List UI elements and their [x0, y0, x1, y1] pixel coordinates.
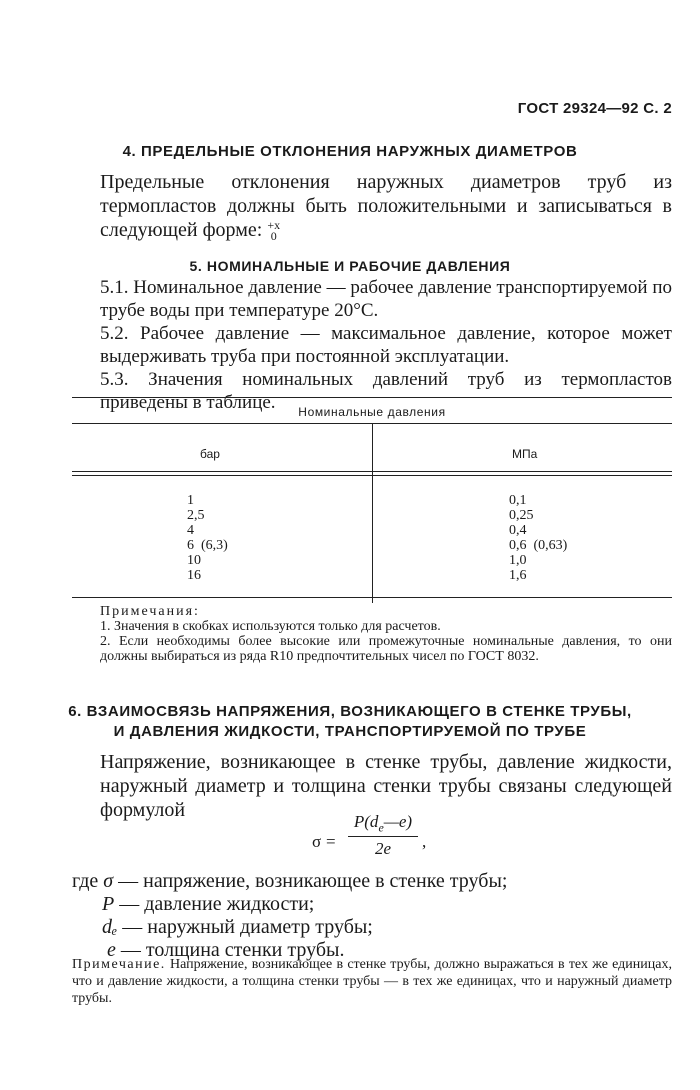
table-header-rule-1 [72, 471, 672, 472]
table-cell-mpa: 0,4 [509, 523, 527, 538]
section-6-note-title: Примечание. [72, 957, 166, 972]
pressure-table [72, 397, 672, 603]
table-cell-bar: 16 [187, 568, 201, 583]
notes-title: Примечания: [100, 604, 200, 619]
clause-5-1: 5.1. Номинальное давление — рабочее давление транспортируемой по трубе воды при температуре 20°С. [100, 277, 672, 321]
table-notes [100, 604, 672, 664]
definition-row [72, 870, 672, 893]
table-cell-mpa: 0,25 [509, 508, 534, 523]
definition-prefix [72, 893, 102, 915]
definition-row [72, 916, 672, 939]
definition-symbol: σ [103, 870, 114, 892]
table-column-bar [187, 493, 228, 583]
table-cell-bar: 6 (6,3) [187, 538, 228, 553]
definition-text: — давление жидкости; [114, 893, 315, 915]
table-header-mpa: МПа [512, 447, 538, 461]
table-cell-mpa: 0,6 (0,63) [509, 538, 568, 553]
table-top-rule [72, 397, 672, 398]
table-header-rule-2 [72, 475, 672, 476]
formula-equals: = [326, 832, 336, 851]
definition-symbol: dₑ [102, 916, 118, 938]
section-6-title-line-1: 6. ВЗАИМОСВЯЗЬ НАПРЯЖЕНИЯ, ВОЗНИКАЮЩЕГО В СТЕНКЕ ТРУБЫ, [68, 703, 632, 720]
page-header: ГОСТ 29324—92 С. 2 [517, 100, 672, 117]
section-6-title-line-2: И ДАВЛЕНИЯ ЖИДКОСТИ, ТРАНСПОРТИРУЕМОЙ ПО ТРУБЕ [113, 723, 587, 740]
table-cell-bar: 4 [187, 523, 194, 538]
deviation-form-bottom: 0 [270, 229, 277, 244]
table-cell-bar: 2,5 [187, 508, 205, 523]
table-cell-bar: 10 [187, 553, 201, 568]
definition-text: — напряжение, возникающее в стенке трубы; [113, 870, 508, 892]
formula-numerator [348, 812, 418, 834]
section-5-body [100, 276, 672, 414]
formula-fraction [348, 812, 418, 859]
note-2: 2. Если необходимы более высокие или промежуточные номинальные давления, то они должны выбираться из ряда R10 предпочтительных чисел по ГОСТ 8032. [100, 634, 672, 664]
table-cell-mpa: 0,1 [509, 493, 527, 508]
section-6-note-text: Напряжение, возникающее в стенке трубы, должно выражаться в тех же единицах, что и давление жидкости, а толщина стенки трубы — в тех же единицах, что и наружный диаметр трубы. [72, 957, 672, 1006]
table-cell-bar: 1 [187, 493, 194, 508]
formula-num-p: P(d [353, 812, 379, 831]
table-caption: Номинальные давления [298, 405, 446, 419]
definition-prefix: где [72, 870, 104, 892]
section-6-title [0, 702, 700, 742]
deviation-form-top: +x [267, 218, 281, 233]
section-5-title: 5. НОМИНАЛЬНЫЕ И РАБОЧИЕ ДАВЛЕНИЯ [189, 258, 511, 274]
definition-row [72, 893, 672, 916]
section-4-paragraph: Предельные отклонения наружных диаметров труб из термопластов должны быть положительными и записываться в следующей форме: [100, 171, 672, 241]
formula-denominator: 2e [374, 839, 392, 858]
deviation-form [267, 220, 280, 242]
section-6-note [72, 956, 672, 1007]
table-header-bar: бар [200, 447, 220, 461]
section-6-text: Напряжение, возникающее в стенке трубы, давление жидкости, наружный диаметр и толщина стенки трубы связаны следующей формулой [100, 751, 672, 821]
definition-symbol: P [102, 893, 115, 915]
table-bottom-rule [72, 597, 672, 598]
table-column-mpa [509, 493, 567, 583]
table-cell-mpa: 1,0 [509, 553, 527, 568]
formula-sigma: σ [312, 832, 322, 851]
clause-5-2: 5.2. Рабочее давление — максимальное давление, которое может выдерживать труба при постоянной эксплуатации. [100, 323, 672, 367]
table-column-separator [372, 423, 373, 603]
section-4-text [100, 170, 672, 242]
formula-num-sub: e [378, 820, 384, 835]
definition-prefix [72, 916, 102, 938]
table-cell-mpa: 1,6 [509, 568, 527, 583]
formula-fraction-bar [348, 836, 418, 837]
formula-definitions [72, 870, 672, 962]
definition-text: — толщина стенки трубы. [115, 939, 345, 961]
section-4-title: 4. ПРЕДЕЛЬНЫЕ ОТКЛОНЕНИЯ НАРУЖНЫХ ДИАМЕТРОВ [122, 143, 578, 160]
formula-comma: , [422, 832, 427, 851]
definition-text: — наружный диаметр трубы; [117, 916, 373, 938]
note-1: 1. Значения в скобках используются только для расчетов. [100, 619, 441, 634]
clause-5-3: 5.3. Значения номинальных давлений труб из термопластов приведены в таблице. [100, 369, 672, 413]
definition-symbol: e [107, 939, 116, 961]
formula-num-rest: —e) [383, 812, 413, 831]
